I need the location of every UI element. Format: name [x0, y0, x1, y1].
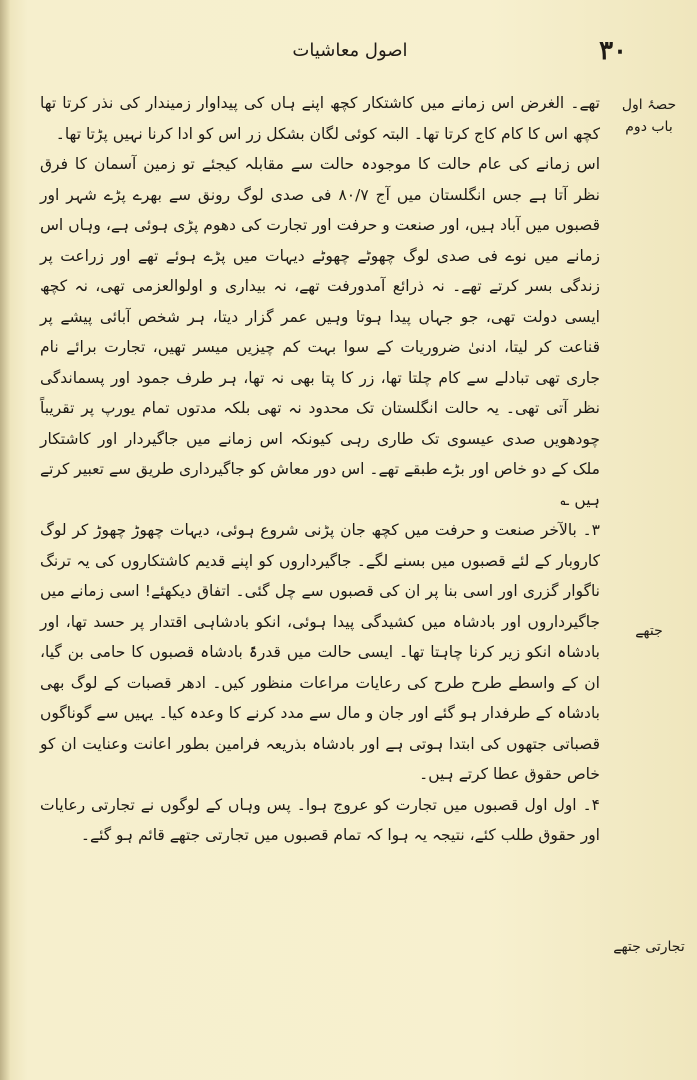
- margin-note-section: حصۂ اول باب دوم: [621, 97, 677, 135]
- margin-note-trade-guilds: تجارتی جتھے: [613, 939, 685, 955]
- running-title: اصول معاشیات: [292, 40, 408, 61]
- paragraph-4: ۴۔ اول اول قصبوں میں تجارت کو عروج ہوا۔ پس وہاں کے لوگوں نے تجارتی رعایات اور حقوق طلب کئے، نتیجہ یہ ہوا کہ تمام قصبوں میں تجارتی جتھے قائم ہو گئے۔: [40, 795, 600, 844]
- paragraph-3: ۳۔ بالآخر صنعت و حرفت میں کچھ جان پڑنی شروع ہوئی، دیہات چھوڑ چھوڑ کر لوگ کاروبار کے لئے قصبوں میں بسنے لگے۔ جاگیرداروں کو اپنے قدیم کاشتکاروں کی یہ ترنگ ناگوار گزری اور اسی بنا پر ان کی قصبوں سے چل گئی۔ اتفاق دیکھئے! اسی زمانے میں جاگیرداروں اور بادشاہ میں کشیدگی پیدا ہوئی، انکو بادشاہی اقتدار پر حسد تھا، اور بادشاہ انکو زیر کرنا چاہتا تھا۔ ایسی حالت میں قدرۃً بادشاہ قصبوں کا حامی بن گیا، ان کے واسطے طرح طرح کی رعایات مراعات منظور کیں۔ ادھر قصبات کے لوگ بھی بادشاہ کے طرفدار ہو گئے اور جان و مال سے مدد کرنے کا وعدہ کیا۔ یہیں سے گوناگوں قصباتی جتھوں کی ابتدا ہوتی ہے اور بادشاہ بذریعہ فرامین بطور اعانت وعنایت ان کو خاص حقوق عطا کرتے ہیں۔: [40, 521, 600, 783]
- margin-note-guilds: جتھے: [635, 623, 663, 639]
- page-spine-shadow: [0, 0, 10, 1080]
- page-header: [0, 36, 697, 76]
- paragraph-comparison: اس زمانے کی عام حالت کا موجودہ حالت سے مقابلہ کیجئے تو زمین آسمان کا فرق نظر آتا ہے جس انگلستان میں آج ۸۰/۷ فی صدی لوگ رونق سے بھرے پڑے شہر اور قصبوں میں آباد ہیں، اور صنعت و حرفت اور تجارت کی دھوم پڑی ہوئی ہے، وہاں اس زمانے میں نوے فی صدی لوگ چھوٹے چھوٹے دیہات میں پڑے ہوئے تھے اور زراعت پر زندگی بسر کرتے تھے۔ نہ ذرائع آمدورفت تھے، نہ بیداری و اولوالعزمی تھی، نہ کچھ ایسی دولت تھی، جو جہاں پیدا ہوتا وہیں عمر گزار دیتا، ہر شخص آبائی پیشے پر قناعت کر لیتا، ادنیٰ ضروریات کے سوا بہت کم چیزیں میسر تھیں، تجارت برائے نام جاری تھی تبادلے سے کام چلتا تھا، زر کا پتا بھی نہ تھا، ہر طرف جمود اور پسماندگی نظر آتی تھی۔ یہ حالت انگلستان تک محدود نہ تھی بلکہ مدتوں تمام یورپ پر تقریباً چودھویں صدی عیسوی تک طاری رہی کیونکہ اس زمانے میں جاگیردار اور کاشتکار ملک کے دو خاص اور بڑے طبقے تھے۔ اس دور معاش کو جاگیرداری طریق سے تعبیر کرتے ہیں ؎: [40, 155, 600, 509]
- body-text: [40, 88, 600, 851]
- page-number: ۳۰: [599, 36, 627, 66]
- paragraph-intro: تھے۔ الغرض اس زمانے میں کاشتکار کچھ اپنے ہاں کی پیداوار زمیندار کی نذر کرتا تھا کچھ اس کا کام کاج کرتا تھا۔ البتہ کوئی لگان بشکل زر اس کو ادا کرنا نہیں پڑتا تھا۔: [40, 94, 600, 143]
